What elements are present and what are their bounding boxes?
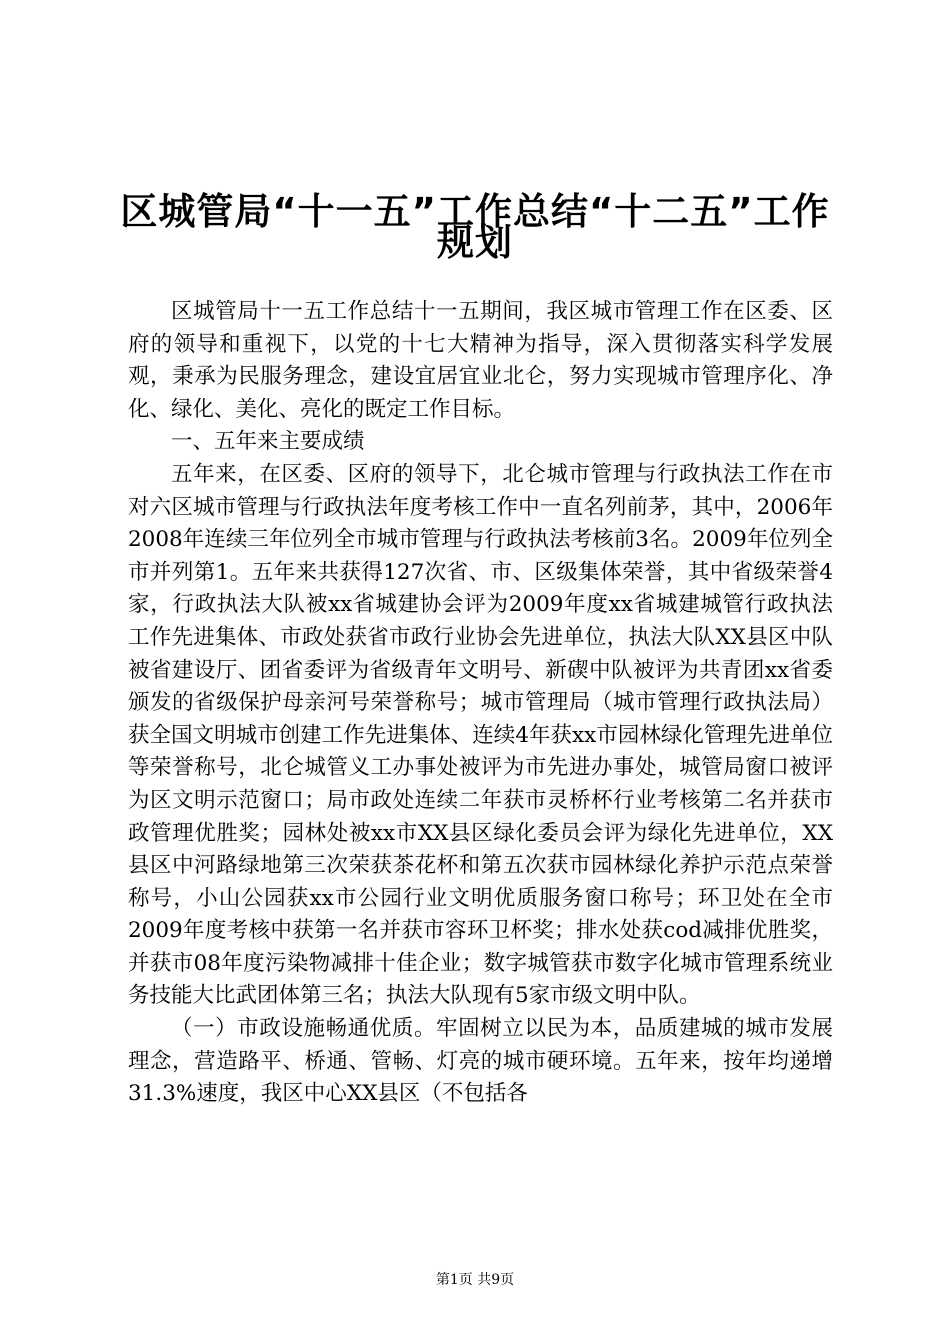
paragraph-municipal-facilities: （一）市政设施畅通优质。牢固树立以民为本，品质建城的城市发展理念，营造路平、桥通、管畅、灯亮的城市硬环境。五年来，按年均递增31.3%速度，我区中心XX县区（不包括各: [128, 1016, 833, 1107]
paragraph-achievements: 五年来，在区委、区府的领导下，北仑城市管理与行政执法工作在市对六区城市管理与行政执法年度考核工作中一直名列前茅，其中，2006年2008年连续三年位列全市城市管理与行政执法考核前3名。2009年位列全市并列第1。五年来共获得127次省、市、区级集体荣誉，其中省级荣誉4家，行政执法大队被xx省城建协会评为2009年度xx省城建城管行政执法工作先进集体、市政处获省市政行业协会先进单位，执法大队XX县区中队被省建设厅、团省委评为省级青年文明号、新碶中队被评为共青团xx省委颁发的省级保护母亲河号荣誉称号；城市管理局（城市管理行政执法局）获全国文明城市创建工作先进集体、连续4年获xx市园林绿化管理先进单位等荣誉称号，北仑城管义工办事处被评为市先进办事处，城管局窗口被评为区文明示范窗口；局市政处连续二年获市灵桥杯行业考核第二名并获市政管理优胜奖；园林处被xx市XX县区绿化委员会评为绿化先进单位，XX县区中河路绿地第三次荣获茶花杯和第五次获市园林绿化养护示范点荣誉称号，小山公园获xx市公园行业文明优质服务窗口称号；环卫处在全市2009年度考核中获第一名并获市容环卫杯奖；排水处获cod减排优胜奖，并获市08年度污染物减排十佳企业；数字城管获市数字化城市管理系统业务技能大比武团体第三名；执法大队现有5家市级文明中队。: [128, 461, 833, 1009]
document-title-line-1: 区城管局“十一五”工作总结“十二五”工作: [120, 190, 830, 233]
page-footer: 第1页 共9页: [435, 1272, 515, 1288]
document-title-line-2: 规划: [437, 221, 513, 264]
document-body: [128, 296, 833, 1111]
section-heading: 一、五年来主要成绩: [171, 429, 365, 455]
paragraph-intro: 区城管局十一五工作总结十一五期间，我区城市管理工作在区委、区府的领导和重视下，以党的十七大精神为指导，深入贯彻落实科学发展观，秉承为民服务理念，建设宜居宜业北仑，努力实现城市管理序化、净化、绿化、美化、亮化的既定工作目标。: [128, 299, 833, 422]
